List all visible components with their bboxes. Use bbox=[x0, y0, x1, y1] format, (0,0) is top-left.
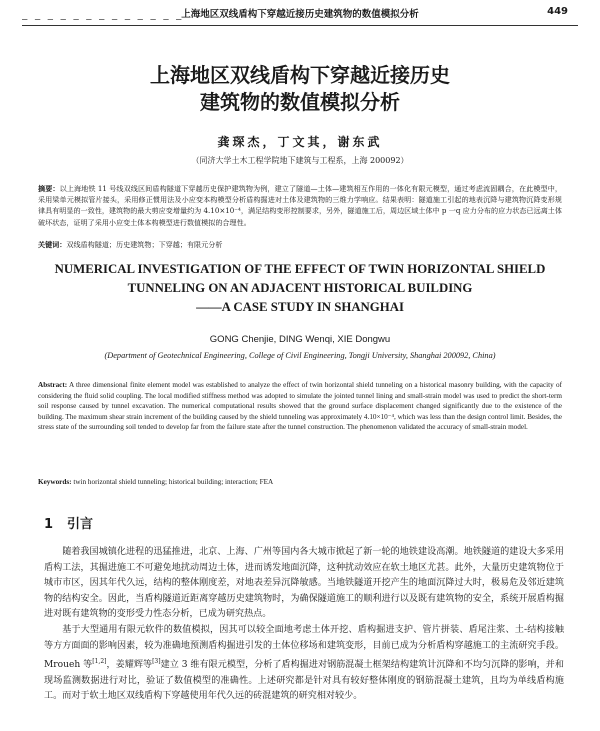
paragraph: 随着我国城镇化进程的迅猛推进，北京、上海、广州等国内各大城市掀起了新一轮的地铁建设高潮。地铁隧道的建设大多采用盾构工法，其掘进施工不可避免地扰动周边土体，进而诱发地面沉降，这种扰动效应在软土地区尤甚。此外，大量历史建筑物位于城市市区，因其年代久远，结构的整体刚度差，对地表差异沉降敏感。当地铁隧道开挖产生的地面沉降过大时，极易危及邻近建筑物的结构安全。因此，当盾构隧道近距离穿越历史建筑物时，为确保隧道施工的顺利进行以及既有建筑物的安全，系统开展盾构掘进对既有建筑物的变形受力性态分析，已成为研究热点。 bbox=[44, 547, 564, 620]
keywords-en-label: Keywords: bbox=[38, 478, 72, 486]
paragraph-part: 基于大型通用有限元软件的数值模拟，因其可以较全面地考虑土体开挖、盾构掘进支护、管片拼装、盾尾注浆、土-结构接触等方方面面的影响因素，较为准确地预测盾构掘进引发的土体位移场和建筑变形，目前已成为分析盾构穿越施工的主流研究手段。Mroueh 等 bbox=[44, 624, 564, 671]
affiliation-cn: （同济大学土木工程学院地下建筑与工程系，上海 200092） bbox=[191, 156, 409, 165]
affiliation-en: (Department of Geotechnical Engineering, College of Civil Engineering, Tongji University, Shanghai 200092, China) bbox=[104, 351, 496, 360]
abstract-en-label: Abstract: bbox=[38, 381, 68, 389]
abstract-cn-text: 以上海地铁 11 号线双线区间盾构隧道下穿越历史保护建筑物为例，建立了隧道—土体—建筑相互作用的一体化有限元模型，通过考虑流固耦合，在此模型中，采用梁单元模拟管片接头，采用修正惯用法及小应变本构模型分析盾构掘进对土体及建筑物的三维力学响应。结果表明：隧道施工引起的地表沉降与建筑物沉降变形规律具有明显的一致性，建筑物的最大剪应变增量约为 4.10×10⁻⁴，满足结构变形控制要求，另外，隧道施工后，周边区域土体中 p 一q 应力分布的应力状态已远离土体破坏状态，证明了采用小应变土体本构模型进行数值模拟的合理性。 bbox=[38, 184, 563, 227]
title-cn bbox=[0, 62, 600, 116]
keywords-cn-label: 关键词： bbox=[38, 240, 67, 249]
running-header bbox=[22, 6, 578, 24]
abstract-en bbox=[38, 380, 562, 433]
keywords-en-text: twin horizontal shield tunneling; historical building; interaction; FEA bbox=[73, 478, 274, 486]
citation[interactable]: [1,2] bbox=[92, 658, 107, 666]
abstract-cn-label: 摘要： bbox=[38, 184, 60, 193]
abstract-en-text: A three dimensional finite element model was established to analyze the effect of twin horizontal shield tunneling on a historical masonry building, with the capacity of considering the fluid solid coupling. The local modified stiffness method was adopted to simulate the jointed tunnel lining and small-strain model was used to predict the short-term soil response caused by tunnel excavation. The numerical computational results showed that the ground surface displacement changed significantly due to the existence of the building. The maximum shear strain increment of the building caused by the shield tunneling was approximately 4.10×10⁻⁴, which was less than the design control limit. Besides, the stress state of the surrounding soil tended to develop far from the failure state after the tunnel construction. The phenomenon validated the accuracy of small-strain model. bbox=[38, 381, 562, 432]
header-dashes: — — — — — — — — — — — — — bbox=[22, 15, 183, 25]
authors-en: GONG Chenjie, DING Wenqi, XIE Dongwu bbox=[209, 334, 391, 345]
title-en-line1: NUMERICAL INVESTIGATION OF THE EFFECT OF TWIN HORIZONTAL SHIELD bbox=[54, 262, 546, 276]
page-number: 449 bbox=[547, 6, 568, 17]
abstract-cn bbox=[38, 183, 562, 228]
authors-cn: 龚琛杰，丁文其，谢东武 bbox=[217, 135, 383, 149]
paragraph bbox=[44, 623, 564, 705]
keywords-cn bbox=[38, 239, 562, 250]
title-en bbox=[0, 260, 600, 317]
title-cn-line2: 建筑物的数值模拟分析 bbox=[200, 90, 400, 114]
keywords-cn-text: 双线盾构隧道；历史建筑物；下穿越；有限元分析 bbox=[66, 240, 223, 249]
section-number: 1 bbox=[44, 517, 54, 532]
title-en-line3: ——A CASE STUDY IN SHANGHAI bbox=[196, 300, 404, 314]
title-cn-line1: 上海地区双线盾构下穿越近接历史 bbox=[150, 63, 450, 87]
paragraph-part: 建立 3 维有限元模型，分析了盾构掘进对钢筋混凝土框架结构建筑计沉降和不均匀沉降的影响，并和现场监测数据进行对比，验证了数值模型的准确性。上述研究都是针对具有较好整体刚度的钢筋混凝土建筑，且均为单线盾构施工。而对于软土地区双线盾构下穿越使用年代久远的砖混建筑的研究相对较少。 bbox=[44, 660, 564, 702]
body-text bbox=[44, 545, 564, 705]
title-en-line2: TUNNELING ON AN ADJACENT HISTORICAL BUILDING bbox=[127, 281, 473, 295]
keywords-en bbox=[38, 477, 562, 487]
paragraph-part: ，姜耀辉等 bbox=[106, 660, 153, 671]
header-rule bbox=[22, 25, 578, 26]
citation[interactable]: [3] bbox=[152, 658, 161, 666]
running-title: 上海地区双线盾构下穿越近接历史建筑物的数值模拟分析 bbox=[181, 9, 419, 20]
section-heading bbox=[44, 513, 107, 532]
section-title: 引言 bbox=[67, 517, 94, 532]
